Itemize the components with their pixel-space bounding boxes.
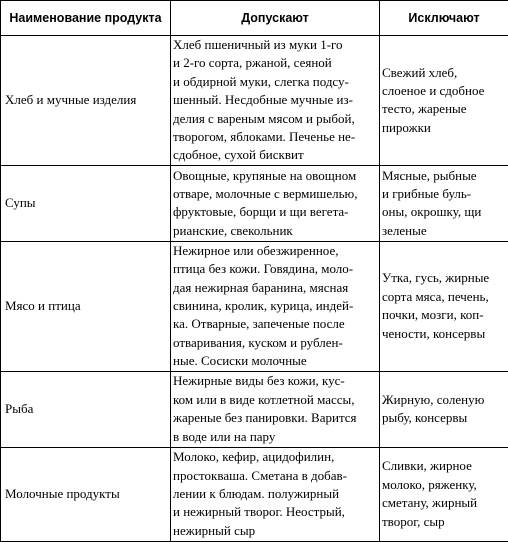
- allowed-cell: [171, 447, 380, 541]
- allowed-cell: [171, 36, 380, 166]
- product-category-cell: Рыба: [1, 371, 171, 447]
- allowed-cell: [171, 371, 380, 447]
- excluded-line: сорта мяса, печень,: [382, 288, 507, 306]
- excluded-line: творог, сыр: [382, 513, 507, 531]
- allowed-line: Хлеб пшеничный из муки 1-го: [173, 36, 378, 54]
- allowed-line: ные. Сосиски молочные: [173, 352, 378, 370]
- excluded-line: чености, консервы: [382, 325, 507, 343]
- allowed-line: дая нежирная баранина, мясная: [173, 279, 378, 297]
- allowed-cell: [171, 241, 380, 371]
- excluded-cell: [380, 165, 508, 241]
- table-row: [1, 241, 508, 371]
- excluded-line: Сливки, жирное: [382, 457, 507, 475]
- header-product: Наименование продукта: [1, 1, 171, 36]
- excluded-cell: [380, 371, 508, 447]
- allowed-line: жареные без панировки. Варится: [173, 409, 378, 427]
- product-category-cell: Мясо и птица: [1, 241, 171, 371]
- excluded-line: сметану, жирный: [382, 494, 507, 512]
- allowed-line: Нежирные виды без кожи, кус-: [173, 372, 378, 390]
- table-row: [1, 36, 508, 166]
- allowed-cell: [171, 165, 380, 241]
- allowed-line: шенный. Несдобные мучные из-: [173, 91, 378, 109]
- product-category-cell: Супы: [1, 165, 171, 241]
- allowed-line: свинина, кролик, курица, индей-: [173, 297, 378, 315]
- product-category-cell: Молочные продукты: [1, 447, 171, 541]
- excluded-line: Свежий хлеб,: [382, 64, 507, 82]
- excluded-line: тесто, жареные: [382, 100, 507, 118]
- allowed-line: и 2-го сорта, ржаной, сеяной: [173, 54, 378, 72]
- allowed-line: делия с вареным мясом и рыбой,: [173, 110, 378, 128]
- product-category-cell: Хлеб и мучные изделия: [1, 36, 171, 166]
- excluded-line: молоко, ряженку,: [382, 476, 507, 494]
- excluded-cell: [380, 241, 508, 371]
- excluded-line: оны, окрошку, щи: [382, 203, 507, 221]
- allowed-line: птица без кожи. Говядина, моло-: [173, 260, 378, 278]
- allowed-line: простокваша. Сметана в добав-: [173, 467, 378, 485]
- allowed-line: отваривания, куском и рублен-: [173, 334, 378, 352]
- allowed-line: сдобное, сухой бисквит: [173, 146, 378, 164]
- allowed-line: Нежирное или обезжиренное,: [173, 242, 378, 260]
- table-row: [1, 165, 508, 241]
- excluded-line: Утка, гусь, жирные: [382, 269, 507, 287]
- allowed-line: отваре, молочные с вермишелью,: [173, 185, 378, 203]
- excluded-line: рыбу, консервы: [382, 409, 507, 427]
- excluded-line: пирожки: [382, 119, 507, 137]
- table-row: [1, 447, 508, 541]
- allowed-line: лении к блюдам. полужирный: [173, 485, 378, 503]
- allowed-line: и нежирный творог. Неострый,: [173, 503, 378, 521]
- allowed-line: ка. Отварные, запеченые после: [173, 315, 378, 333]
- allowed-line: ком или в виде котлетной массы,: [173, 391, 378, 409]
- allowed-line: в воде или на пару: [173, 428, 378, 446]
- allowed-line: и обдирной муки, слегка подсу-: [173, 73, 378, 91]
- allowed-line: Молоко, кефир, ацидофилин,: [173, 448, 378, 466]
- excluded-cell: [380, 36, 508, 166]
- excluded-line: Жирную, соленую: [382, 391, 507, 409]
- allowed-line: нежирный сыр: [173, 522, 378, 540]
- table-row: [1, 371, 508, 447]
- allowed-line: рианские, свекольник: [173, 222, 378, 240]
- excluded-line: слоеное и сдобное: [382, 82, 507, 100]
- excluded-line: почки, мозги, коп-: [382, 306, 507, 324]
- header-excluded: Исключают: [380, 1, 508, 36]
- allowed-line: фруктовые, борщи и щи вегета-: [173, 203, 378, 221]
- excluded-line: и грибные буль-: [382, 185, 507, 203]
- excluded-cell: [380, 447, 508, 541]
- header-row: [1, 1, 508, 36]
- header-allowed: Допускают: [171, 1, 380, 36]
- excluded-line: зеленые: [382, 222, 507, 240]
- allowed-line: творогом, яблоками. Печенье не-: [173, 128, 378, 146]
- allowed-line: Овощные, крупяные на овощном: [173, 167, 378, 185]
- excluded-line: Мясные, рыбные: [382, 167, 507, 185]
